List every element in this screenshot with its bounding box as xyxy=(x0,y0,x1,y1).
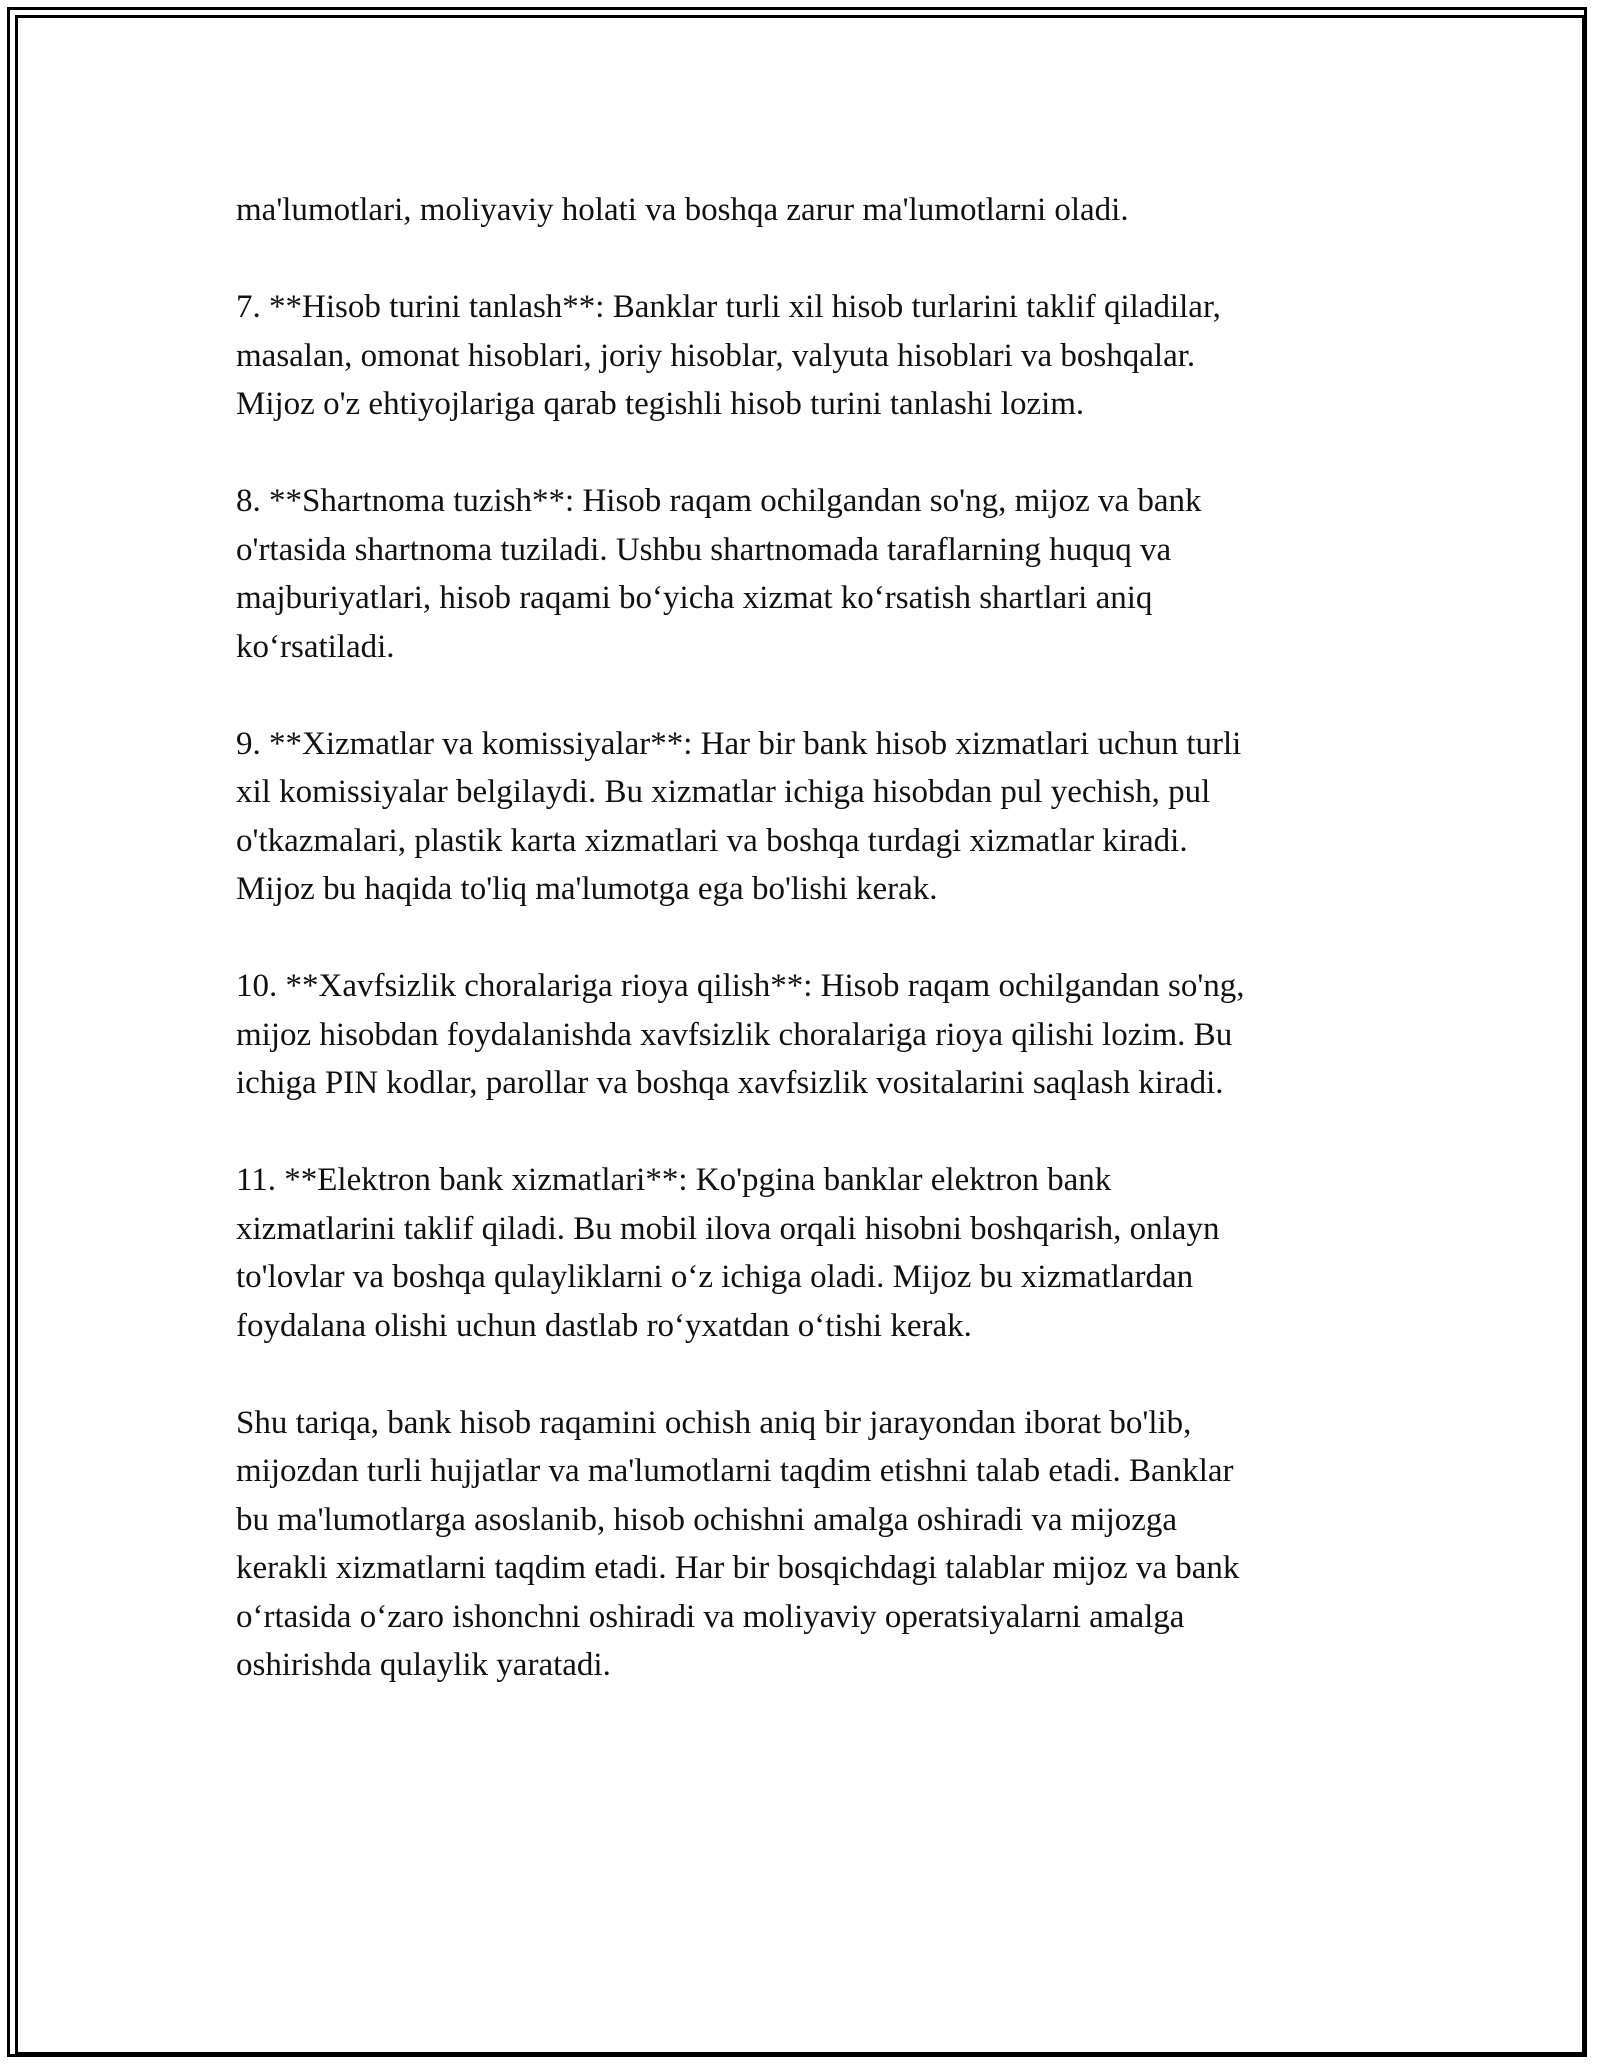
paragraph-item-7: 7. **Hisob turini tanlash**: Banklar turli xil hisob turlarini taklif qiladilar, masalan, omonat hisoblari, joriy hisoblar, valyuta hisoblari va boshqalar. Mijoz o'z ehtiyojlariga qarab tegishli hisob turini tanlashi lozim. xyxy=(236,289,1221,422)
paragraph-conclusion: Shu tariqa, bank hisob raqamini ochish aniq bir jarayondan iborat bo'lib, mijozdan turli hujjatlar va ma'lumotlarni taqdim etishni talab etadi. Banklar bu ma'lumotlarga asoslanib, hisob ochishni amalga oshiradi va mijozga kerakli xizmatlarni taqdim etadi. Har bir bosqichdagi talablar mijoz va bank o‘rtasida o‘zaro ishonchni oshiradi va moliyaviy operatsiyalarni amalga oshirishda qulaylik yaratadi. xyxy=(236,1404,1240,1683)
paragraph-item-11: 11. **Elektron bank xizmatlari**: Ko'pgina banklar elektron bank xizmatlarini taklif qiladi. Bu mobil ilova orqali hisobni boshqarish, onlayn to'lovlar va boshqa qulayliklarni o‘z ichiga oladi. Mijoz bu xizmatlardan foydalana olishi uchun dastlab ro‘yxatdan o‘tishi kerak. xyxy=(236,1162,1220,1344)
paragraph-item-8: 8. **Shartnoma tuzish**: Hisob raqam ochilgandan so'ng, mijoz va bank o'rtasida shartnoma tuziladi. Ushbu shartnomada taraflarning huquq va majburiyatlari, hisob raqami bo‘yicha xizmat ko‘rsatish shartlari aniq ko‘rsatiladi. xyxy=(236,483,1202,665)
paragraph-item-10: 10. **Xavfsizlik choralariga rioya qilish**: Hisob raqam ochilgandan so'ng, mijoz hisobdan foydalanishda xavfsizlik choralariga rioya qilishi lozim. Bu ichiga PIN kodlar, parollar va boshqa xavfsizlik vositalarini saqlash kiradi. xyxy=(236,968,1245,1101)
paragraph-item-9: 9. **Xizmatlar va komissiyalar**: Har bir bank hisob xizmatlari uchun turli xil komissiyalar belgilaydi. Bu xizmatlar ichiga hisobdan pul yechish, pul o'tkazmalari, plastik karta xizmatlari va boshqa turdagi xizmatlar kiradi. Mijoz bu haqida to'liq ma'lumotga ega bo'lishi kerak. xyxy=(236,725,1242,907)
paragraph-continuation: ma'lumotlari, moliyaviy holati va boshqa zarur ma'lumotlarni oladi. xyxy=(236,192,1129,228)
document-body xyxy=(236,186,1376,1738)
